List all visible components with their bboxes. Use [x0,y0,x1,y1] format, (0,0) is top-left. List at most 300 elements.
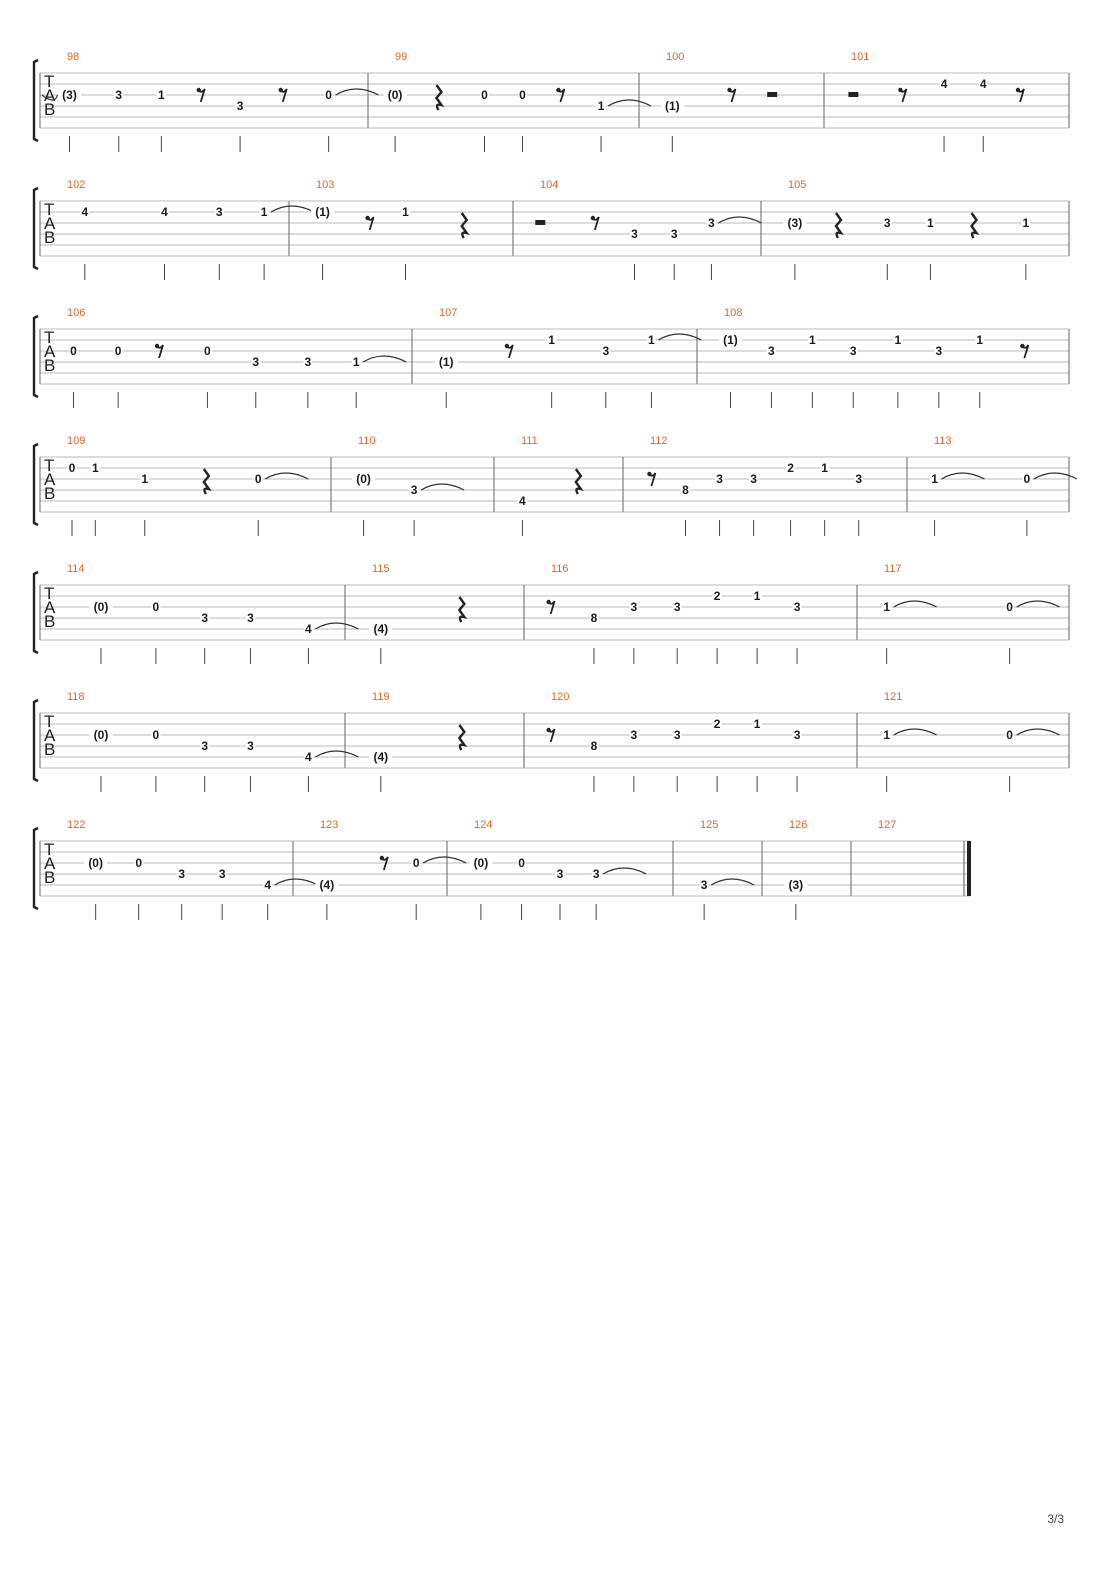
measure-number: 116 [551,563,569,575]
fret-number: 0 [1006,600,1013,614]
fret-number: 3 [935,344,943,358]
tab-note [68,461,77,536]
fret-number: 3 [700,878,708,892]
fret-number: 1 [894,333,902,347]
eighth-rest-dot [546,728,550,732]
fret-number: 3 [631,227,638,241]
fret-number: 1 [927,216,934,230]
eighth-rest-dot [380,856,384,860]
fret-number: 3 [410,483,418,497]
tie-arc [1034,473,1077,479]
tab-clef-letter: T [44,840,55,859]
tab-note [480,88,489,152]
eighth-rest-dot [556,88,560,92]
fret-number: 2 [713,717,721,731]
measure-number: 98 [67,51,80,63]
measure [469,819,646,920]
measure [848,51,1024,152]
measure [67,435,308,536]
fret-number: 0 [152,600,160,614]
fret-number: (1) [723,333,738,347]
tie-arc [1017,729,1060,735]
tab-note [1021,216,1030,280]
fret-number: 1 [548,333,555,347]
tab-note [369,622,392,664]
measure [67,819,318,920]
fret-number: (1) [315,205,330,219]
tab-clef-letter: A [44,598,56,617]
measure-number: 125 [700,819,719,831]
measure [882,563,1059,664]
tab-note [151,600,160,664]
tab-note [157,88,166,152]
eighth-rest-dot [727,88,731,92]
fret-number: 3 [849,344,857,358]
rest [848,92,858,97]
final-barline-thick [967,841,971,896]
fret-number: 3 [115,88,123,102]
tie-arc [718,217,761,223]
tab-system [34,819,971,920]
tab-note [215,205,224,280]
tab-note [401,205,410,280]
fret-number: 3 [670,227,678,241]
tab-note [681,483,690,536]
fret-number: (0) [356,472,371,486]
measure-number: 126 [789,819,808,831]
measure [67,563,358,664]
measure-number: 117 [884,563,902,575]
fret-number: 3 [247,611,254,625]
system-bracket [34,572,38,653]
measure [67,691,358,792]
fret-number: 0 [204,344,211,358]
tab-note [979,77,988,152]
fret-number: 4 [979,77,987,91]
measure-number: 113 [934,435,952,447]
fret-number: 2 [787,461,794,475]
measure-number: 111 [521,435,538,447]
fret-number: 8 [682,483,689,497]
tie-arc [271,206,314,212]
system-bracket [34,700,38,781]
tie-arc [315,751,358,757]
eighth-rest-dot [1020,344,1024,348]
measure-number: 104 [540,179,559,191]
measure-number: 101 [851,51,870,63]
measure-number: 99 [395,51,408,63]
measure-number: 108 [724,307,743,319]
tie-arc [315,623,358,629]
tab-note [926,216,935,280]
tab-note [749,472,758,536]
tie-arc [942,473,985,479]
tab-note [661,99,684,152]
rest [535,220,545,225]
fret-number: 1 [808,333,816,347]
tab-note [715,472,724,536]
measure-number: 109 [67,435,86,447]
tie-arc [336,89,379,95]
fret-number: 1 [931,472,938,486]
tab-note [940,77,949,152]
eighth-rest-dot [546,600,550,604]
measure-number: 102 [67,179,86,191]
tab-note [630,227,639,280]
fret-number: 1 [402,205,409,219]
tab-note [315,878,338,920]
fret-number: 0 [68,461,76,475]
tab-clef-letter: T [44,72,55,91]
tab-note [930,472,985,536]
tab-system [34,51,1069,152]
fret-number: 1 [648,333,655,347]
tab-note [719,333,742,408]
fret-number: (0) [473,856,489,870]
measure-number: 122 [67,819,86,831]
tab-note [160,205,169,280]
tie-arc [1017,601,1060,607]
fret-number: 0 [325,88,332,102]
fret-number: 8 [590,611,598,625]
measure-number: 100 [666,51,685,63]
fret-number: 3 [793,600,801,614]
tab-note [469,856,492,920]
fret-number: (0) [93,600,109,614]
measure [67,179,314,280]
fret-number: 1 [821,461,828,475]
tab-note [114,344,123,408]
fret-number: (0) [387,88,403,102]
fret-number: 1 [976,333,984,347]
fret-number: 3 [630,728,638,742]
half-rest [767,92,777,97]
measure [535,179,761,280]
fret-number: 3 [673,728,681,742]
tab-note [629,600,638,664]
tab-note [597,99,652,152]
fret-number: 1 [141,472,149,486]
fret-number: 3 [708,216,715,230]
fret-number: 3 [855,472,863,486]
tab-system [34,179,1069,280]
tab-clef-letter: B [44,484,56,503]
tab-note [589,739,598,792]
tab-note [140,472,149,536]
eighth-rest-dot [365,216,369,220]
tab-clef-letter: A [44,470,56,489]
eighth-rest-dot [898,88,902,92]
tab-note [200,739,209,792]
tab-note [369,750,392,792]
tab-note [69,344,78,408]
measure [352,435,464,536]
tie-arc [894,729,937,735]
tab-note [592,867,647,920]
fret-number: 0 [152,728,160,742]
tab-note [893,333,902,408]
fret-number: 3 [247,739,254,753]
fret-number: 3 [673,600,681,614]
tab-clef-letter: B [44,100,56,119]
eighth-rest-dot [197,88,201,92]
tab-note [90,728,113,792]
measure-number: 120 [551,691,570,703]
measure [700,819,755,920]
fret-number: 3 [178,867,186,881]
tab-note [304,622,359,664]
fret-number: 4 [81,205,89,219]
eighth-rest-dot [647,472,651,476]
tab-note [134,856,143,920]
tab-note [673,728,682,792]
fret-number: 1 [158,88,165,102]
fret-number: 3 [750,472,757,486]
fret-number: 1 [883,600,891,614]
system-bracket [34,60,38,141]
tab-note [352,355,407,408]
system-bracket [34,444,38,525]
measure [930,435,1077,536]
tie-arc [603,868,646,874]
eighth-rest-dot [1016,88,1020,92]
fret-number: 3 [768,344,775,358]
tab-system [34,435,1077,536]
measure [518,435,581,536]
fret-number: 3 [556,867,564,881]
measure [315,819,466,920]
tab-note [200,611,209,664]
tab-note [412,856,467,920]
fret-number: 0 [135,856,143,870]
fret-number: 1 [753,589,761,603]
rest [767,92,777,97]
measure-number: 124 [474,819,493,831]
fret-number: 3 [883,216,891,230]
tab-clef-letter: B [44,740,56,759]
tab-note [707,216,762,280]
tab-note [324,88,379,152]
measure [384,51,651,152]
tab-note [767,344,776,408]
tab-note [793,600,802,664]
tab-note [854,472,863,536]
tab-note [303,355,312,408]
eighth-rest-dot [591,216,595,220]
measure [546,691,801,792]
tab-note [882,600,937,664]
fret-number: (4) [319,878,335,892]
fret-number: 3 [201,611,209,625]
tab-note [80,205,89,280]
fret-number: 3 [716,472,723,486]
measure-number: 103 [316,179,335,191]
measure [647,435,863,536]
fret-number: 3 [215,205,223,219]
fret-number: (4) [373,750,389,764]
tab-note [808,333,817,408]
fret-number: 0 [412,856,420,870]
fret-number: 1 [1022,216,1030,230]
tab-note [254,472,309,536]
system-bracket [34,188,38,269]
measure-number: 118 [67,691,85,703]
measure-number: 107 [439,307,458,319]
fret-number: 0 [1023,472,1031,486]
fret-number: 3 [252,355,260,369]
tab-note [1005,728,1060,792]
tab-note [547,333,556,408]
half-rest [848,92,858,97]
tab-note [786,461,795,536]
tab-note [246,739,255,792]
measure [878,819,896,831]
measure [882,691,1059,792]
tab-clef-letter: T [44,200,55,219]
tab-note [218,867,227,920]
eighth-rest-dot [279,88,283,92]
tab-note [410,483,465,536]
tab-note [263,878,318,920]
tab-note [670,227,679,280]
fret-number: 3 [304,355,312,369]
tab-note [236,99,245,152]
eighth-rest-dot [505,344,509,348]
fret-number: 1 [883,728,891,742]
tab-note [713,717,722,792]
fret-number: 0 [1006,728,1013,742]
tab-note [556,867,565,920]
fret-number: 2 [713,589,721,603]
tab-note [647,333,702,408]
measure-number: 114 [67,563,85,575]
tab-note [793,728,802,792]
tab-system [34,691,1069,792]
tab-note [518,494,527,536]
measure [784,819,807,920]
tab-note [311,205,334,280]
fret-number: 0 [518,856,525,870]
fret-number: 3 [592,867,600,881]
tab-note [435,355,458,408]
fret-number: 1 [352,355,360,369]
tie-arc [275,879,318,885]
fret-number: (3) [787,216,803,230]
fret-number: 4 [305,622,312,636]
tab-note [629,728,638,792]
tie-arc [894,601,937,607]
tab-note [753,717,762,792]
fret-number: 3 [602,344,610,358]
tab-note [783,216,806,280]
tab-note [601,344,610,408]
fret-number: 0 [519,88,526,102]
tab-note [673,600,682,664]
tab-note [84,856,107,920]
measure-number: 121 [884,691,903,703]
tab-system [34,563,1069,664]
measure [369,563,464,664]
tab-clef-letter: B [44,868,56,887]
tab-note [260,205,315,280]
tie-arc [711,879,754,885]
tab-note [304,750,359,792]
fret-number: 4 [161,205,168,219]
fret-number: (0) [93,728,109,742]
fret-number: 3 [218,867,226,881]
tab-note [251,355,260,408]
tie-arc [423,857,466,863]
tab-note [700,878,755,920]
tab-clef-letter: T [44,584,55,603]
measure [42,51,379,152]
fret-number: 8 [590,739,598,753]
tab-note [352,472,375,536]
measure-number: 112 [650,435,668,447]
fret-number: (1) [664,99,680,113]
system-bracket [34,316,38,397]
eighth-rest-dot [155,344,159,348]
fret-number: 3 [236,99,244,113]
tab-clef-letter: T [44,456,55,475]
tie-arc [658,334,701,340]
fret-number: 4 [264,878,272,892]
fret-number: 1 [597,99,605,113]
measure-number: 119 [372,691,390,703]
measure-number: 115 [372,563,390,575]
page-number: 3/3 [1047,1512,1064,1526]
fret-number: 3 [201,739,209,753]
fret-number: 4 [940,77,948,91]
tab-note [882,728,937,792]
tab-note [246,611,255,664]
fret-number: (4) [373,622,389,636]
fret-number: 3 [630,600,638,614]
tie-arc [363,356,406,362]
measure [719,307,1028,408]
tab-clef-letter: A [44,726,56,745]
tab-note [883,216,892,280]
tab-note [114,88,123,152]
tab-note [1005,600,1060,664]
half-rest [535,220,545,225]
tie-arc [608,100,651,106]
measure [311,179,467,280]
tab-note [151,728,160,792]
tab-note [203,344,212,408]
tab-note [90,600,113,664]
fret-number: 1 [753,717,761,731]
tab-note [91,461,100,536]
fret-number: 0 [114,344,122,358]
tab-note [713,589,722,664]
tab-note [517,856,526,920]
measure [661,51,777,152]
measure-number: 127 [878,819,897,831]
fret-number: (3) [788,878,804,892]
tab-note [934,344,943,408]
system-bracket [34,828,38,909]
measure-number: 123 [320,819,339,831]
tab-clef-letter: B [44,612,56,631]
tab-clef-letter: A [44,214,56,233]
tab-clef-letter: T [44,712,55,731]
fret-number: 4 [519,494,526,508]
measure [369,691,464,792]
tab-note [784,878,807,920]
measure [546,563,801,664]
tab-note [753,589,762,664]
